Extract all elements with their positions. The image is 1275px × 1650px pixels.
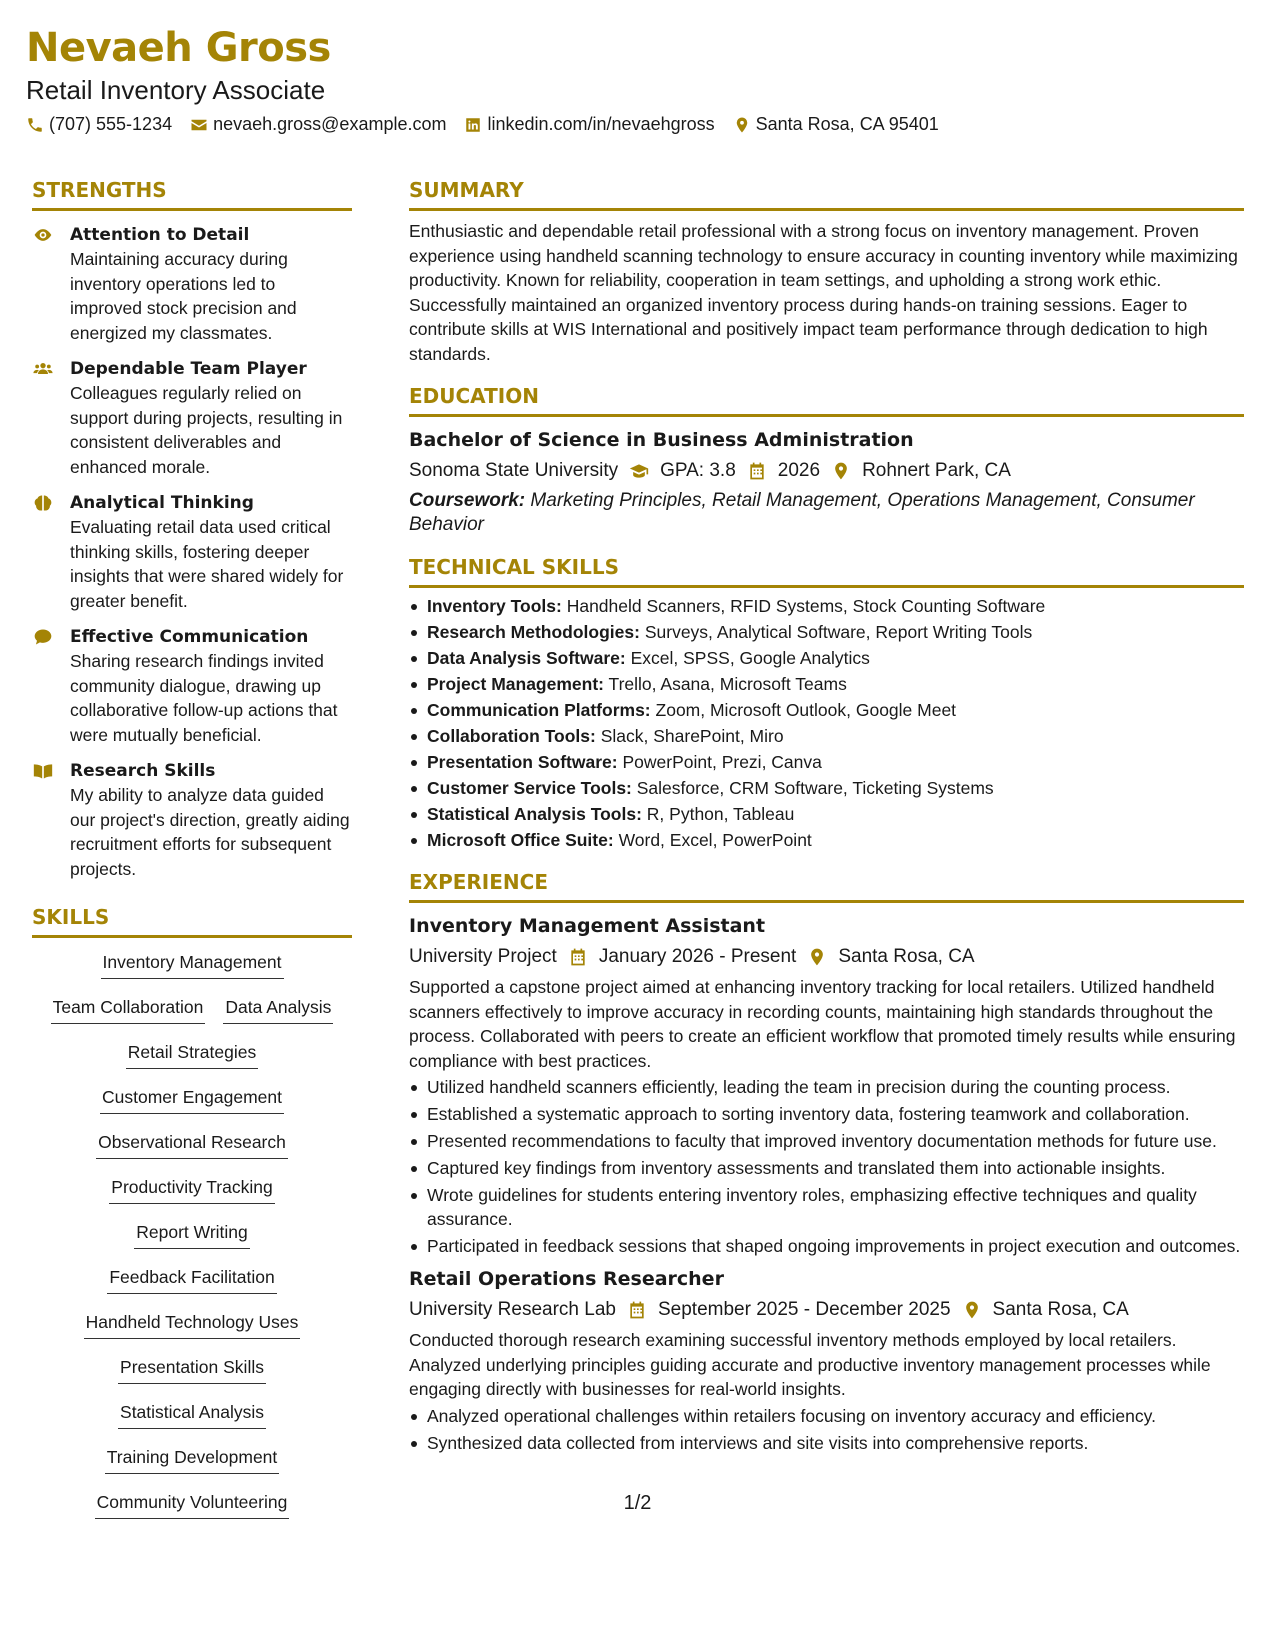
calendar-icon bbox=[567, 946, 589, 968]
map-pin-icon bbox=[806, 946, 828, 968]
location-text: Santa Rosa, CA 95401 bbox=[755, 114, 939, 134]
job-dates: January 2026 - Present bbox=[598, 946, 797, 967]
users-icon bbox=[32, 359, 54, 379]
list-item: Project Management: Trello, Asana, Microsoft Teams bbox=[409, 672, 1244, 696]
strengths-heading: STRENGTHS bbox=[32, 178, 167, 202]
skill-tag: Training Development bbox=[105, 1445, 280, 1474]
job-title: Retail Operations Researcher bbox=[409, 1268, 724, 1290]
skill-tag: Report Writing bbox=[134, 1220, 250, 1249]
phone-icon bbox=[26, 116, 44, 134]
summary-text: Enthusiastic and dependable retail professional with a strong focus on inventory management. Proven experience using handheld scanning technology to ensure accuracy in counting inventory while maximizing productivity. Known for reliability, cooperation in team settings, and upholding a strong work ethic. Successfully maintained an organized inventory process during hands-on training sessions. Eager to contribute skills at WIS International and positively impact team performance through dedication to high standards. bbox=[409, 221, 1238, 364]
education-meta bbox=[409, 457, 1244, 485]
strength-item bbox=[32, 625, 352, 747]
list-item: Data Analysis Software: Excel, SPSS, Google Analytics bbox=[409, 646, 1244, 670]
linkedin-icon bbox=[464, 116, 482, 134]
contact-bar bbox=[26, 114, 1246, 135]
technical-skills-heading: TECHNICAL SKILLS bbox=[409, 555, 619, 579]
skill-tag: Community Volunteering bbox=[95, 1490, 290, 1519]
job-meta bbox=[409, 943, 1244, 971]
education-section bbox=[409, 382, 1244, 537]
map-pin-icon bbox=[733, 116, 751, 134]
skill-tag: Handheld Technology Uses bbox=[84, 1310, 301, 1339]
graduation-year: 2026 bbox=[777, 460, 821, 481]
list-item: Communication Platforms: Zoom, Microsoft Outlook, Google Meet bbox=[409, 698, 1244, 722]
strength-title: Effective Communication bbox=[70, 627, 309, 647]
calendar-icon bbox=[626, 1299, 648, 1321]
eye-icon bbox=[32, 225, 54, 245]
job-bullets bbox=[409, 1404, 1244, 1455]
left-column bbox=[32, 176, 352, 1519]
list-item: Collaboration Tools: Slack, SharePoint, Miro bbox=[409, 724, 1244, 748]
list-item: Inventory Tools: Handheld Scanners, RFID Systems, Stock Counting Software bbox=[409, 594, 1244, 618]
coursework bbox=[409, 489, 1244, 537]
strength-desc: My ability to analyze data guided our project's direction, greatly aiding recruitment efforts for subsequent projects. bbox=[70, 785, 350, 879]
list-item: Analyzed operational challenges within retailers focusing on inventory accuracy and efficiency. bbox=[409, 1404, 1244, 1428]
page-number: 1/2 bbox=[623, 1492, 652, 1514]
list-item: Presentation Software: PowerPoint, Prezi, Canva bbox=[409, 750, 1244, 774]
skills-heading: SKILLS bbox=[32, 905, 110, 929]
skill-tag: Data Analysis bbox=[223, 995, 333, 1024]
skill-tag: Statistical Analysis bbox=[118, 1400, 266, 1429]
job-bullets bbox=[409, 1075, 1244, 1258]
list-item: Wrote guidelines for students entering inventory roles, emphasizing effective techniques and quality assurance. bbox=[409, 1183, 1244, 1231]
job-description: Conducted thorough research examining successful inventory methods employed by local retailers. Analyzed underlying principles guiding accurate and productive inventory management processes while engaging directly with businesses for real-world insights. bbox=[409, 1330, 1211, 1399]
strength-title: Attention to Detail bbox=[70, 225, 250, 245]
contact-phone[interactable] bbox=[26, 114, 172, 135]
calendar-icon bbox=[746, 460, 768, 482]
list-item: Research Methodologies: Surveys, Analytical Software, Report Writing Tools bbox=[409, 620, 1244, 644]
graduation-cap-icon bbox=[628, 460, 650, 482]
skill-tag: Customer Engagement bbox=[100, 1085, 284, 1114]
list-item: Presented recommendations to faculty that improved inventory documentation methods for future use. bbox=[409, 1129, 1244, 1153]
experience-section bbox=[409, 868, 1244, 1455]
section-divider bbox=[409, 414, 1244, 417]
strength-item bbox=[32, 223, 352, 345]
contact-location bbox=[733, 114, 939, 135]
list-item: Established a systematic approach to sorting inventory data, fostering teamwork and collaboration. bbox=[409, 1102, 1244, 1126]
job-entry bbox=[409, 1266, 1244, 1455]
list-item: Customer Service Tools: Salesforce, CRM Software, Ticketing Systems bbox=[409, 776, 1244, 800]
job-title: Inventory Management Assistant bbox=[409, 915, 766, 937]
skill-tag: Observational Research bbox=[96, 1130, 288, 1159]
strength-desc: Sharing research findings invited community dialogue, drawing up collaborative follow-up actions that were mutually beneficial. bbox=[70, 651, 338, 745]
school-location: Rohnert Park, CA bbox=[862, 460, 1011, 481]
gpa-text: GPA: 3.8 bbox=[660, 460, 736, 481]
section-divider bbox=[409, 585, 1244, 588]
list-item: Utilized handheld scanners efficiently, leading the team in precision during the counting process. bbox=[409, 1075, 1244, 1099]
section-divider bbox=[409, 900, 1244, 903]
strength-title: Analytical Thinking bbox=[70, 493, 254, 513]
coursework-list: Marketing Principles, Retail Management, Operations Management, Consumer Behavior bbox=[409, 490, 1195, 535]
list-item: Captured key findings from inventory assessments and translated them into actionable insights. bbox=[409, 1156, 1244, 1180]
skill-tag: Feedback Facilitation bbox=[107, 1265, 276, 1294]
job-location: Santa Rosa, CA bbox=[992, 1299, 1129, 1320]
linkedin-text: linkedin.com/in/nevaehgross bbox=[487, 114, 715, 134]
strength-title: Research Skills bbox=[70, 761, 216, 781]
map-pin-icon bbox=[961, 1299, 983, 1321]
map-pin-icon bbox=[830, 460, 852, 482]
list-item: Synthesized data collected from interviews and site visits into comprehensive reports. bbox=[409, 1431, 1244, 1455]
job-meta bbox=[409, 1296, 1244, 1324]
section-divider bbox=[409, 208, 1244, 211]
strength-desc: Maintaining accuracy during inventory operations led to improved stock precision and energized my classmates. bbox=[70, 249, 297, 343]
strength-item bbox=[32, 491, 352, 613]
school-name: Sonoma State University bbox=[409, 460, 619, 481]
education-heading: EDUCATION bbox=[409, 384, 539, 408]
skill-tag: Team Collaboration bbox=[51, 995, 206, 1024]
skill-tag: Retail Strategies bbox=[126, 1040, 258, 1069]
right-column bbox=[409, 176, 1244, 1458]
envelope-icon bbox=[190, 116, 208, 134]
job-description: Supported a capstone project aimed at enhancing inventory tracking for local retailers. Utilized handheld scanners effectively to improve accuracy in recording counts, maintaining high standards throughout the process. Collaborated with peers to create an efficient workflow that promoted timely results while ensuring compliance with best practices. bbox=[409, 977, 1236, 1071]
comment-icon bbox=[32, 627, 54, 647]
strength-item bbox=[32, 357, 352, 479]
technical-skills-section bbox=[409, 553, 1244, 852]
candidate-role: Retail Inventory Associate bbox=[26, 75, 326, 105]
experience-heading: EXPERIENCE bbox=[409, 870, 548, 894]
list-item: Statistical Analysis Tools: R, Python, Tableau bbox=[409, 802, 1244, 826]
phone-text: (707) 555-1234 bbox=[49, 114, 173, 134]
brain-icon bbox=[32, 493, 54, 513]
technical-skills-list bbox=[409, 594, 1244, 852]
list-item: Participated in feedback sessions that shaped ongoing improvements in project execution and outcomes. bbox=[409, 1234, 1244, 1258]
strength-title: Dependable Team Player bbox=[70, 359, 307, 379]
section-divider bbox=[32, 935, 352, 938]
strength-desc: Evaluating retail data used critical thinking skills, fostering deeper insights that were shared widely for greater benefit. bbox=[70, 517, 344, 611]
resume-header bbox=[26, 22, 1246, 135]
skill-tag: Presentation Skills bbox=[118, 1355, 266, 1384]
strength-desc: Colleagues regularly relied on support during projects, resulting in consistent deliverables and enhanced morale. bbox=[70, 383, 343, 477]
summary-heading: SUMMARY bbox=[409, 178, 524, 202]
email-text: nevaeh.gross@example.com bbox=[213, 114, 447, 134]
book-icon bbox=[32, 761, 54, 781]
candidate-name: Nevaeh Gross bbox=[26, 25, 331, 71]
degree-title: Bachelor of Science in Business Administration bbox=[409, 429, 914, 451]
summary-section bbox=[409, 176, 1244, 366]
skills-list bbox=[32, 950, 352, 1519]
strength-item bbox=[32, 759, 352, 881]
skills-section bbox=[32, 903, 352, 1519]
skill-tag: Inventory Management bbox=[101, 950, 284, 979]
strengths-section bbox=[32, 176, 352, 881]
job-entry bbox=[409, 913, 1244, 1258]
skill-tag: Productivity Tracking bbox=[109, 1175, 274, 1204]
section-divider bbox=[32, 208, 352, 211]
contact-linkedin[interactable] bbox=[464, 114, 714, 135]
list-item: Microsoft Office Suite: Word, Excel, PowerPoint bbox=[409, 828, 1244, 852]
job-org: University Project bbox=[409, 946, 557, 967]
coursework-label: Coursework: bbox=[409, 490, 526, 511]
contact-email[interactable] bbox=[190, 114, 446, 135]
job-location: Santa Rosa, CA bbox=[838, 946, 975, 967]
job-dates: September 2025 - December 2025 bbox=[657, 1299, 951, 1320]
job-org: University Research Lab bbox=[409, 1299, 616, 1320]
